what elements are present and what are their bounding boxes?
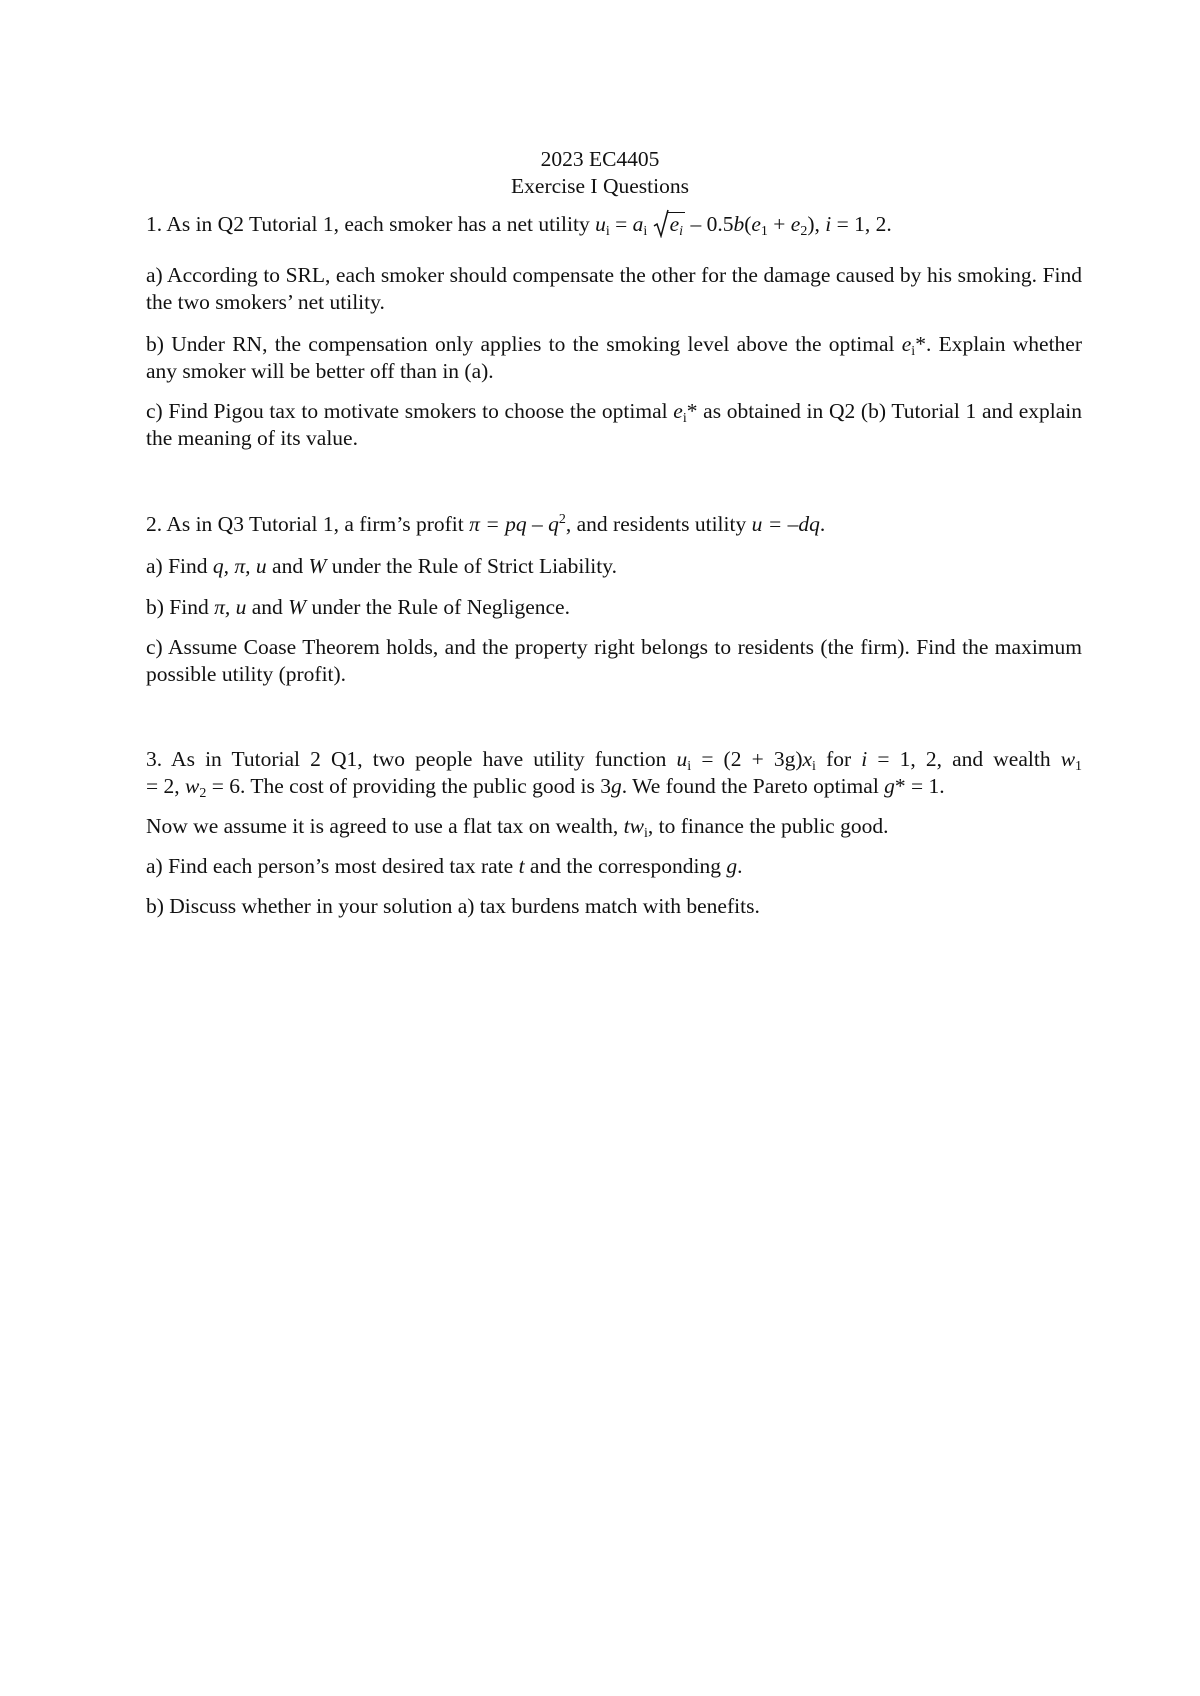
page-title: Exercise I Questions xyxy=(511,174,689,198)
q1-part-a: a) According to SRL, each smoker should compensate the other for the damage caused by his smoking. Find the two smokers’ net utility. xyxy=(146,263,1082,314)
q3-part-b: b) Discuss whether in your solution a) tax burdens match with benefits. xyxy=(146,894,760,918)
q1-intro: 1. As in Q2 Tutorial 1, each smoker has a net utility $u_i = a_i$ $e_i - 0.5b(e_1 + e_2)$, i = 1, 2. xyxy=(146,212,892,239)
q3-part-a: a) Find each person’s most desired tax rate t and the corresponding g. xyxy=(146,854,743,878)
q3-intro: 3. As in Tutorial 2 Q1, two people have utility function $u_i = (2 + 3g)x_i$ for i = 1, 2, and wealth $w_1$ xyxy=(146,747,1083,774)
q3-flat-tax: Now we assume it is agreed to use a flat tax on wealth, $tw_i$, to finance the public good. xyxy=(146,814,889,841)
course-code: 2023 EC4405 xyxy=(540,147,660,171)
square-root: $e_i$ xyxy=(653,211,685,237)
q1-part-c: c) Find Pigou tax to motivate smokers to choose the optimal $e_i*$ as obtained in Q2 (b) Tutorial 1 and explain the meaning of its value. xyxy=(146,399,1082,450)
q2-part-b: b) Find π, u and W under the Rule of Negligence. xyxy=(146,595,570,619)
q3-intro-cont: = 2, $w_2 = 6$. The cost of providing the public good is 3g. We found the Pareto optimal g* = 1. xyxy=(146,774,945,801)
q2-part-c: c) Assume Coase Theorem holds, and the property right belongs to residents (the firm). Find the maximum possible utility (profit). xyxy=(146,635,1082,686)
q2-intro: 2. As in Q3 Tutorial 1, a firm’s profit π = pq – $q^2$, and residents utility u = –dq. xyxy=(146,512,826,536)
q2-part-a: a) Find q, π, u and W under the Rule of Strict Liability. xyxy=(146,554,617,578)
q1-part-b: b) Under RN, the compensation only applies to the smoking level above the optimal $e_i*$. Explain whether any smoker will be better off than in (a). xyxy=(146,332,1082,383)
